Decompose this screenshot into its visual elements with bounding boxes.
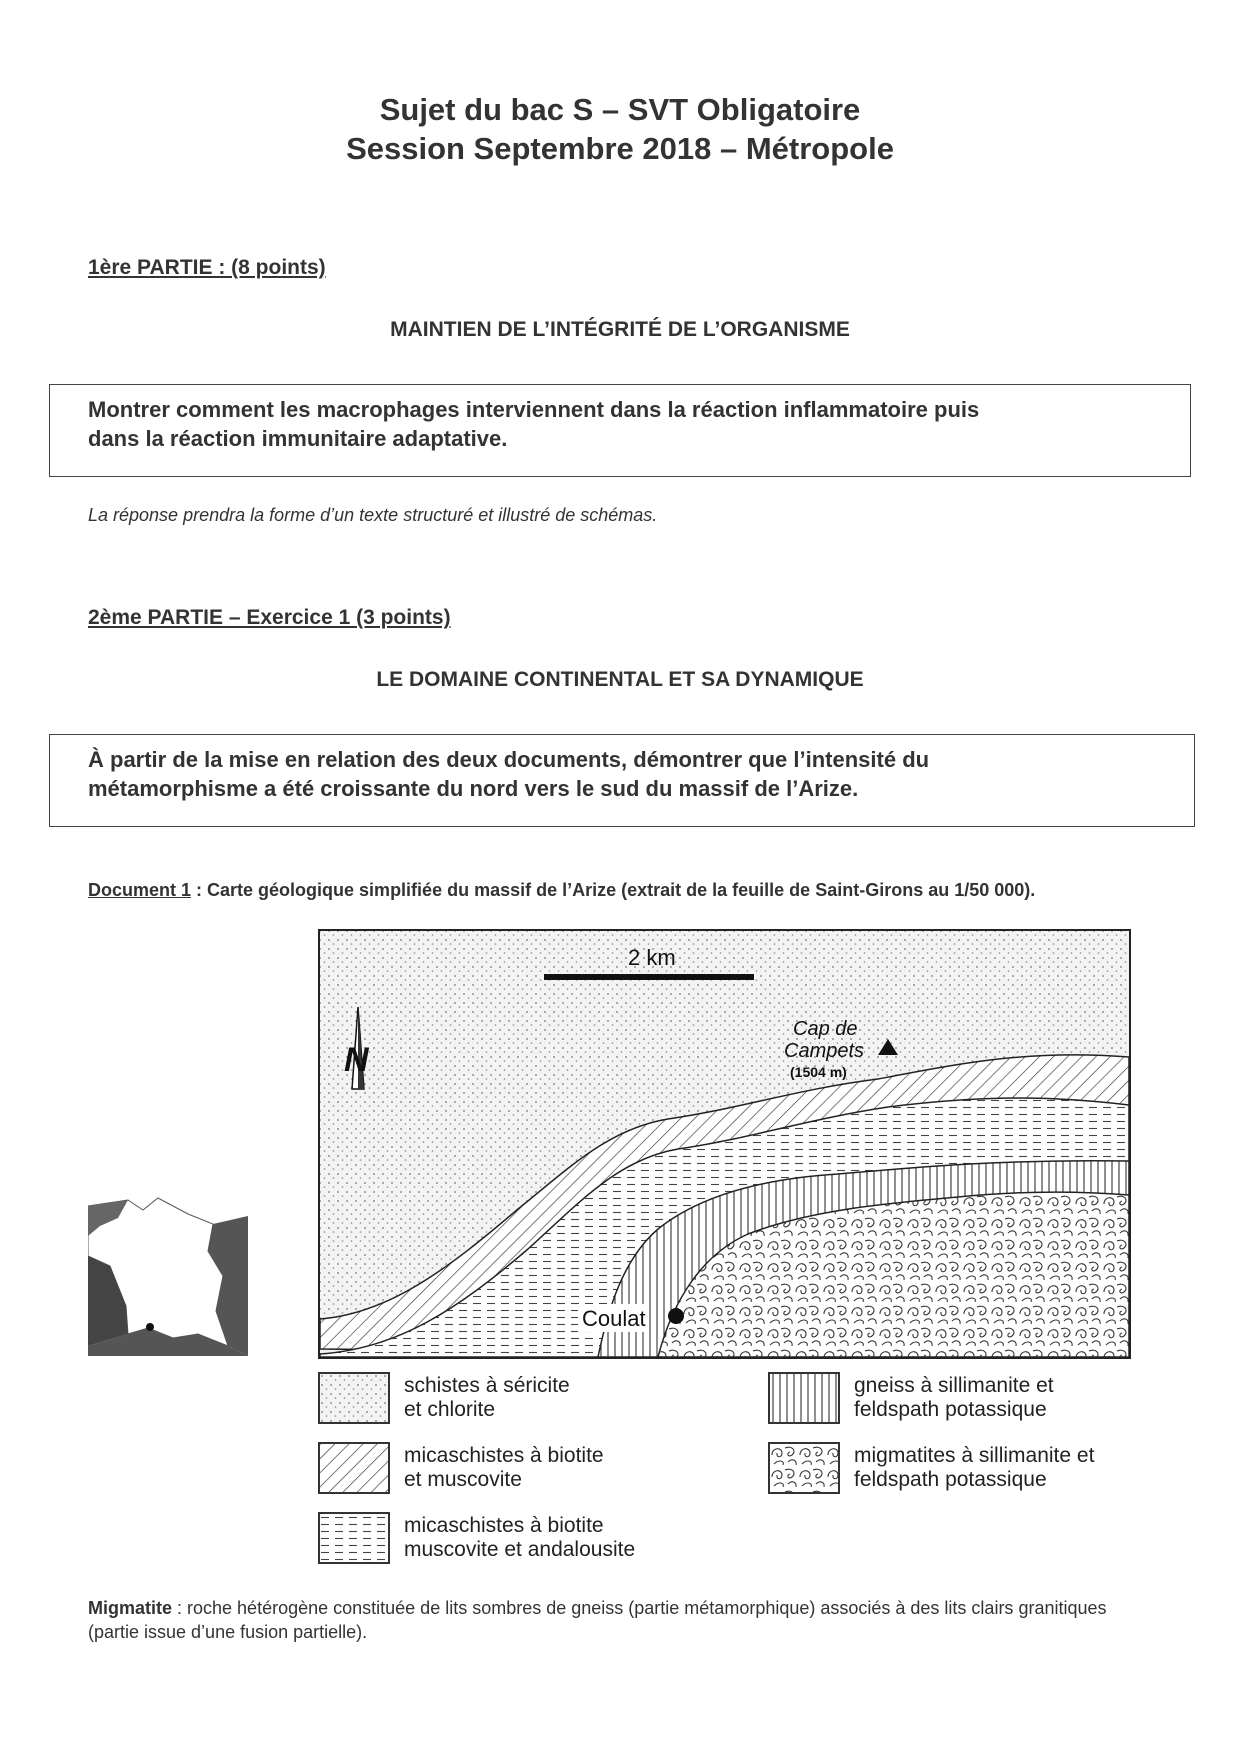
migmatite-definition [88,1596,1148,1644]
definition-text: : roche hétérogène constituée de lits sombres de gneiss (partie métamorphique) associés à des lits clairs granitiques (partie issue d’une fusion partielle). [88,1598,1107,1642]
part1-label: 1ère PARTIE : (8 points) [88,256,326,279]
village-dot-icon [668,1308,684,1324]
part2-question-box [49,734,1195,827]
part2-question-line1: À partir de la mise en relation des deux documents, démontrer que l’intensité du [88,747,930,772]
scale-label: 2 km [628,945,676,970]
part1-question-line1: Montrer comment les macrophages interviennent dans la réaction inflammatoire puis [88,397,980,422]
france-locator-map [88,1196,248,1356]
legend-swatch-micaschistes-muscovite [318,1442,390,1494]
geological-map [318,929,1131,1359]
part2-heading: LE DOMAINE CONTINENTAL ET SA DYNAMIQUE [376,668,864,691]
part1-instruction: La réponse prendra la forme d’un texte structuré et illustré de schémas. [88,505,658,525]
part1-question-line2: dans la réaction immunitaire adaptative. [88,426,508,451]
legend-swatch-micaschistes-andalousite [318,1512,390,1564]
page-title-line1: Sujet du bac S – SVT Obligatoire [379,92,861,127]
scale-bar [544,974,754,980]
document1-label: Document 1 [88,880,192,900]
part2-label: 2ème PARTIE – Exercice 1 (3 points) [88,606,451,629]
peak-name-line1: Cap de [793,1018,858,1040]
document1-caption-text: Carte géologique simplifiée du massif de l’Arize (extrait de la feuille de Saint-Girons au 1/50 000). [207,880,1036,900]
map-legend: schistes à séricite et chlorite micaschistes à biotite et muscovite micaschistes à biotite muscovite et andalousite gneiss à sillimanite et feldspath potassique migmatites à sillimanite et feldspath potassique [318,1372,1148,1572]
part1-question-box [49,384,1191,477]
legend-swatch-gneiss [768,1372,840,1424]
legend-swatch-schistes [318,1372,390,1424]
peak-altitude: (1504 m) [790,1064,847,1080]
peak-name-line2: Campets [784,1040,865,1062]
document1-caption: Document 1 : Carte géologique simplifiée du massif de l’Arize (extrait de la feuille de Saint-Girons au 1/50 000). [88,880,1036,900]
legend-swatch-migmatites [768,1442,840,1494]
part2-question-line2: métamorphisme a été croissante du nord vers le sud du massif de l’Arize. [88,776,859,801]
village-label: Coulat [582,1306,646,1331]
north-label: N [344,1041,369,1079]
page-title-line2: Session Septembre 2018 – Métropole [346,131,894,166]
part1-heading: MAINTIEN DE L’INTÉGRITÉ DE L’ORGANISME [390,318,850,341]
definition-term: Migmatite [88,1598,173,1618]
